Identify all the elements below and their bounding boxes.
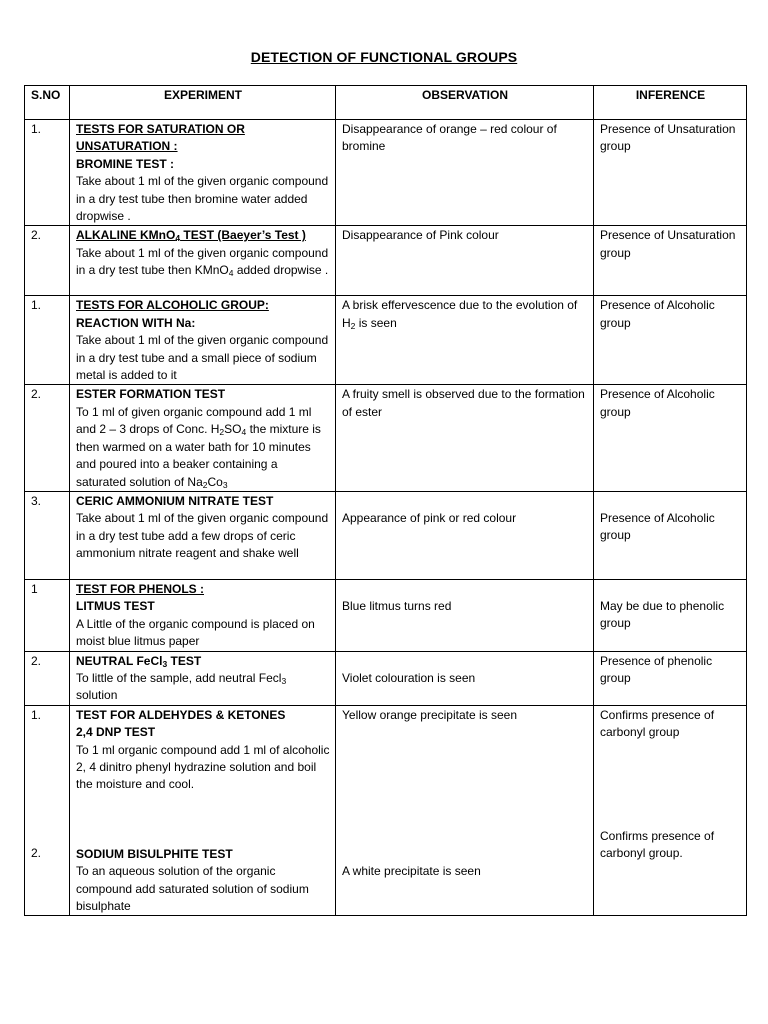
cell-experiment <box>70 491 336 579</box>
table-row <box>25 226 747 296</box>
cell-sno <box>25 705 70 916</box>
experiment-title: TEST FOR ALDEHYDES & KETONES <box>76 707 286 722</box>
observation-text: A white precipitate is seen <box>342 864 481 879</box>
table-row <box>25 579 747 651</box>
header-inference: INFERENCE <box>594 86 747 120</box>
table-row <box>25 385 747 491</box>
cell-observation: A fruity smell is observed due to the formation of ester <box>336 385 594 491</box>
experiment-text: Take about 1 ml of the given organic compound in a dry test tube then bromine water added dropwise . <box>76 174 329 224</box>
experiment-text <box>76 246 328 277</box>
cell-observation <box>336 705 594 916</box>
experiment-subtitle-part: TEST <box>167 653 202 668</box>
experiment-text: Take about 1 ml of the given organic compound in a dry test tube and a small piece of sodium metal is added to it <box>76 333 329 383</box>
experiment-text-part: To little of the sample, add neutral Fecl <box>76 670 282 685</box>
header-observation: OBSERVATION <box>336 86 594 120</box>
experiment-subtitle-part: NEUTRAL FeCl <box>76 653 163 668</box>
experiment-title <box>76 228 306 242</box>
subscript: 4 <box>241 427 247 438</box>
experiment-text-part: the mixture is then warmed on a water bath for 10 minutes and poured into a beaker containing a saturated solution of Na <box>76 422 321 489</box>
experiment-text <box>76 405 321 489</box>
experiment-text: A Little of the organic compound is placed on moist blue litmus paper <box>76 616 315 649</box>
cell-inference: Presence of Unsaturation group <box>594 226 747 296</box>
observation-text: Violet colouration is seen <box>342 670 476 685</box>
cell-inference: Presence of Unsaturation group <box>594 120 747 226</box>
sno-text: 1. <box>31 707 42 722</box>
cell-observation <box>336 491 594 579</box>
experiment-title: TESTS FOR ALCOHOLIC GROUP: <box>76 298 269 313</box>
cell-sno: 2. <box>25 385 70 491</box>
observation-text: Appearance of pink or red colour <box>342 510 517 525</box>
cell-observation <box>336 579 594 651</box>
experiment-subtitle: CERIC AMMONIUM NITRATE TEST <box>76 493 274 508</box>
inference-text: Presence of Alcoholic group <box>600 510 715 543</box>
cell-sno: 1 <box>25 579 70 651</box>
experiment-subtitle <box>76 654 201 668</box>
page-title: DETECTION OF FUNCTIONAL GROUPS <box>250 49 518 65</box>
subscript: 2 <box>350 320 356 331</box>
header-experiment: EXPERIMENT <box>70 86 336 120</box>
observation-text: Yellow orange precipitate is seen <box>342 707 518 722</box>
cell-experiment <box>70 226 336 296</box>
inference-text: Confirms presence of carbonyl group. <box>600 828 715 860</box>
inference-text: May be due to phenolic group <box>600 598 725 631</box>
cell-observation: Disappearance of Pink colour <box>336 226 594 296</box>
header-sno: S.NO <box>25 86 70 120</box>
experiment-subtitle: SODIUM BISULPHITE TEST <box>76 846 233 861</box>
experiment-text <box>76 671 286 702</box>
table-row <box>25 120 747 226</box>
cell-inference: Presence of phenolic group <box>594 651 747 705</box>
cell-sno: 1. <box>25 296 70 385</box>
cell-experiment <box>70 579 336 651</box>
table-header-row <box>25 86 747 120</box>
experiment-text-part: added dropwise . <box>233 263 329 278</box>
experiment-text-part: SO <box>224 422 242 437</box>
experiment-subtitle: BROMINE TEST : <box>76 156 174 171</box>
cell-inference <box>594 491 747 579</box>
cell-inference <box>594 579 747 651</box>
cell-inference <box>594 705 747 916</box>
experiment-text: Take about 1 ml of the given organic compound in a dry test tube add a few drops of ceric ammonium nitrate reagent and shake well <box>76 511 329 561</box>
cell-experiment <box>70 296 336 385</box>
cell-inference: Presence of Alcoholic group <box>594 296 747 385</box>
experiment-title: TEST FOR PHENOLS : <box>76 581 205 596</box>
experiment-text-part: Co <box>207 474 223 489</box>
experiment-text-part: To 1 ml of given organic compound add 1 ml and 2 – 3 drops of Conc. H <box>76 404 312 437</box>
observation-text: Blue litmus turns red <box>342 598 452 613</box>
table-row <box>25 296 747 385</box>
subscript: 3 <box>222 479 228 490</box>
subscript: 3 <box>281 675 287 686</box>
functional-groups-table <box>24 85 747 916</box>
sno-text: 2. <box>31 846 42 861</box>
experiment-title: TESTS FOR SATURATION OR UNSATURATION : <box>76 122 245 154</box>
cell-sno: 3. <box>25 491 70 579</box>
cell-experiment <box>70 120 336 226</box>
experiment-text-part: solution <box>76 688 118 703</box>
experiment-subtitle: 2,4 DNP TEST <box>76 725 156 740</box>
cell-sno: 1. <box>25 120 70 226</box>
experiment-text: To 1 ml organic compound add 1 ml of alcoholic 2, 4 dinitro phenyl hydrazine solution and boil the moisture and cool. <box>76 742 330 792</box>
cell-observation <box>336 296 594 385</box>
table-row <box>25 651 747 705</box>
cell-sno: 2. <box>25 651 70 705</box>
inference-text: Confirms presence of carbonyl group <box>600 707 715 740</box>
experiment-text-part: Take about 1 ml of the given organic compound in a dry test tube then KMnO <box>76 245 329 278</box>
experiment-subtitle: REACTION WITH Na: <box>76 315 196 330</box>
table-row <box>25 705 747 916</box>
experiment-title-part: ALKALINE KMnO <box>76 228 176 243</box>
cell-inference: Presence of Alcoholic group <box>594 385 747 491</box>
observation-part: A brisk effervescence due to the evolution of H <box>342 298 578 330</box>
table-row <box>25 491 747 579</box>
subscript: 2 <box>202 479 208 490</box>
cell-observation: Disappearance of orange – red colour of bromine <box>336 120 594 226</box>
observation-part: is seen <box>355 315 397 330</box>
experiment-text: To an aqueous solution of the organic compound add saturated solution of sodium bisulphate <box>76 864 309 913</box>
cell-observation <box>336 651 594 705</box>
cell-experiment <box>70 705 336 916</box>
subscript: 3 <box>162 658 168 669</box>
cell-sno: 2. <box>25 226 70 296</box>
experiment-subtitle: LITMUS TEST <box>76 599 155 614</box>
subscript: 2 <box>219 427 225 438</box>
experiment-subtitle: ESTER FORMATION TEST <box>76 387 226 402</box>
experiment-title-part: TEST (Baeyer’s Test ) <box>180 228 306 243</box>
cell-experiment <box>70 651 336 705</box>
subscript: 4 <box>175 233 181 244</box>
subscript: 4 <box>228 268 234 279</box>
cell-experiment <box>70 385 336 491</box>
